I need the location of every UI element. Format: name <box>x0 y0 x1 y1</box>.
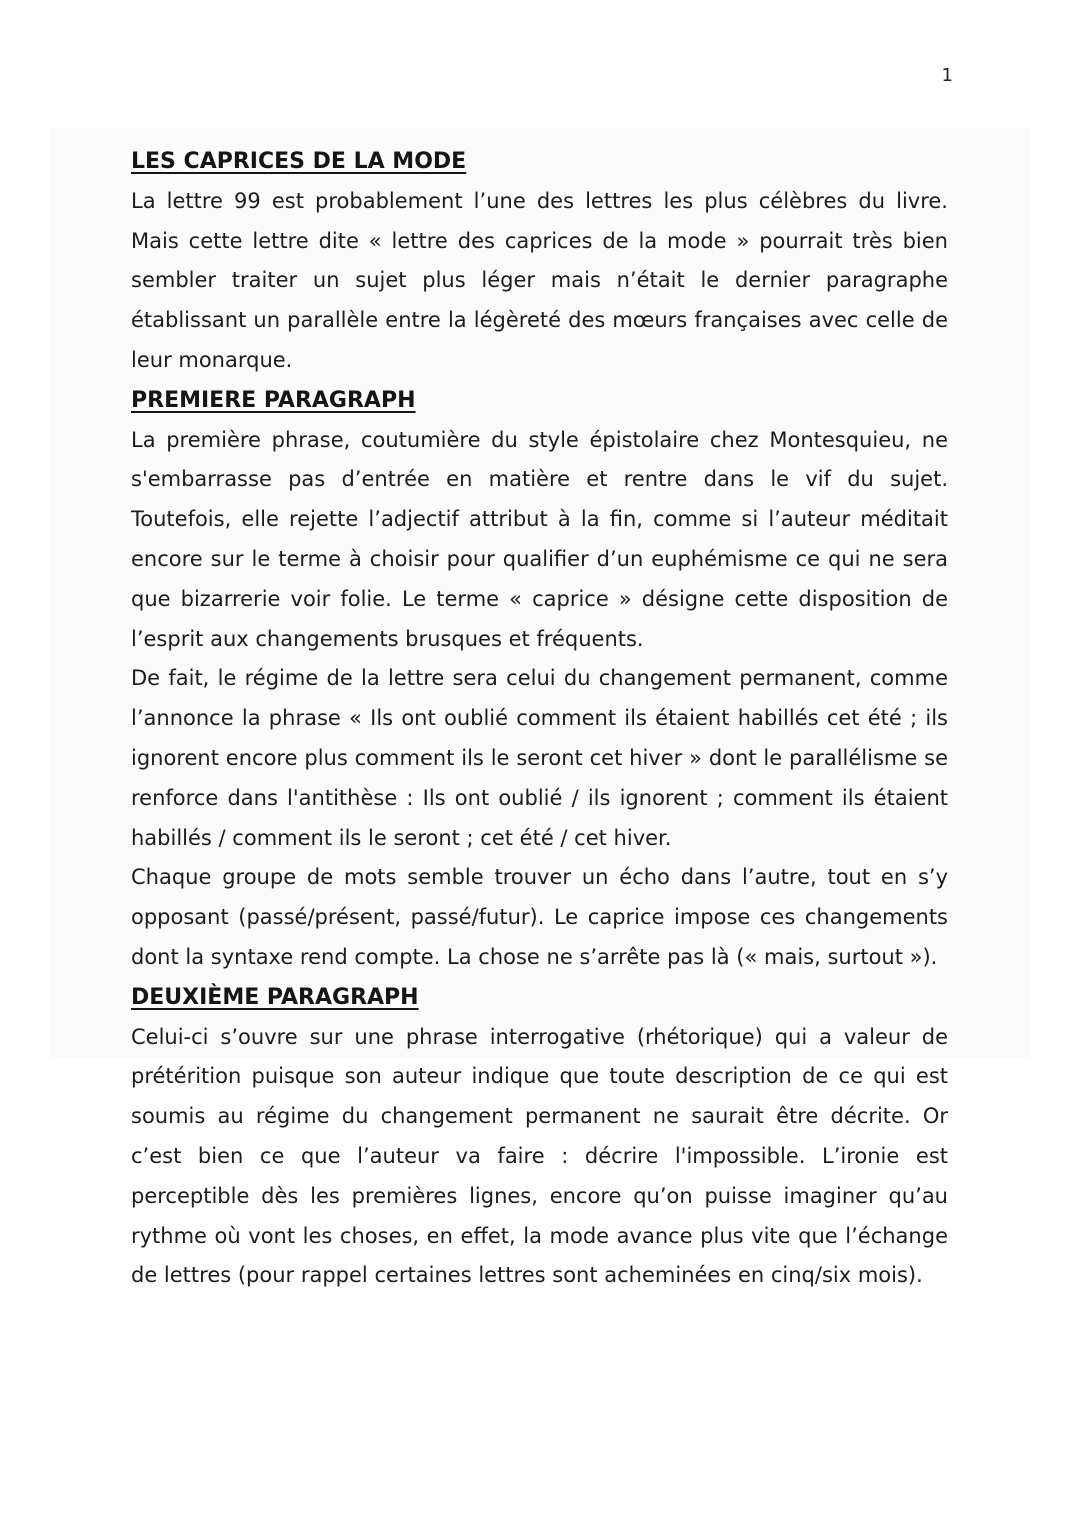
document-body <box>131 142 948 1296</box>
section-heading: LES CAPRICES DE LA MODE <box>131 149 467 174</box>
paragraph: Chaque groupe de mots semble trouver un écho dans l’autre, tout en s’y opposant (passé/présent, passé/futur). Le caprice impose ces changements dont la syntaxe rend compte. La chose ne s’arrête pas là (« mais, surtout »). <box>131 865 948 969</box>
section-caprices-de-la-mode <box>131 142 948 381</box>
paragraph: La lettre 99 est probablement l’une des lettres les plus célèbres du livre. Mais cette lettre dite « lettre des caprices de la mode » pourrait très bien sembler traiter un sujet plus léger mais n’était le dernier paragraphe établissant un parallèle entre la légèreté des mœurs françaises avec celle de leur monarque. <box>131 188 948 372</box>
section-premiere-paragraph <box>131 381 948 978</box>
paragraph: De fait, le régime de la lettre sera celui du changement permanent, comme l’annonce la phrase « Ils ont oublié comment ils étaient habillés cet été ; ils ignorent encore plus comment ils le seront cet hiver » dont le parallélisme se renforce dans l'antithèse : Ils ont oublié / ils ignorent ; comment ils étaient habillés / comment ils le seront ; cet été / cet hiver. <box>131 666 948 850</box>
section-deuxieme-paragraph <box>131 978 948 1296</box>
paragraph: La première phrase, coutumière du style épistolaire chez Montesquieu, ne s'embarrasse pas d’entrée en matière et rentre dans le vif du sujet. Toutefois, elle rejette l’adjectif attribut à la fin, comme si l’auteur méditait encore sur le terme à choisir pour qualifier d’un euphémisme ce qui ne sera que bizarrerie voir folie. Le terme « caprice » désigne cette disposition de l’esprit aux changements brusques et fréquents. <box>131 427 948 651</box>
section-heading: DEUXIÈME PARAGRAPH <box>131 984 419 1010</box>
section-heading: PREMIERE PARAGRAPH <box>131 387 416 413</box>
paragraph: Celui-ci s’ouvre sur une phrase interrogative (rhétorique) qui a valeur de prétérition puisque son auteur indique que toute description de ce qui est soumis au régime du changement permanent ne saurait être décrite. Or c’est bien ce que l’auteur va faire : décrire l'impossible. L’ironie est perceptible dès les premières lignes, encore qu’on puisse imaginer qu’au rythme où vont les choses, en effet, la mode avance plus vite que l’échange de lettres (pour rappel certaines lettres sont acheminées en cinq/six mois). <box>131 1024 948 1288</box>
page-number: 1 <box>941 65 953 86</box>
